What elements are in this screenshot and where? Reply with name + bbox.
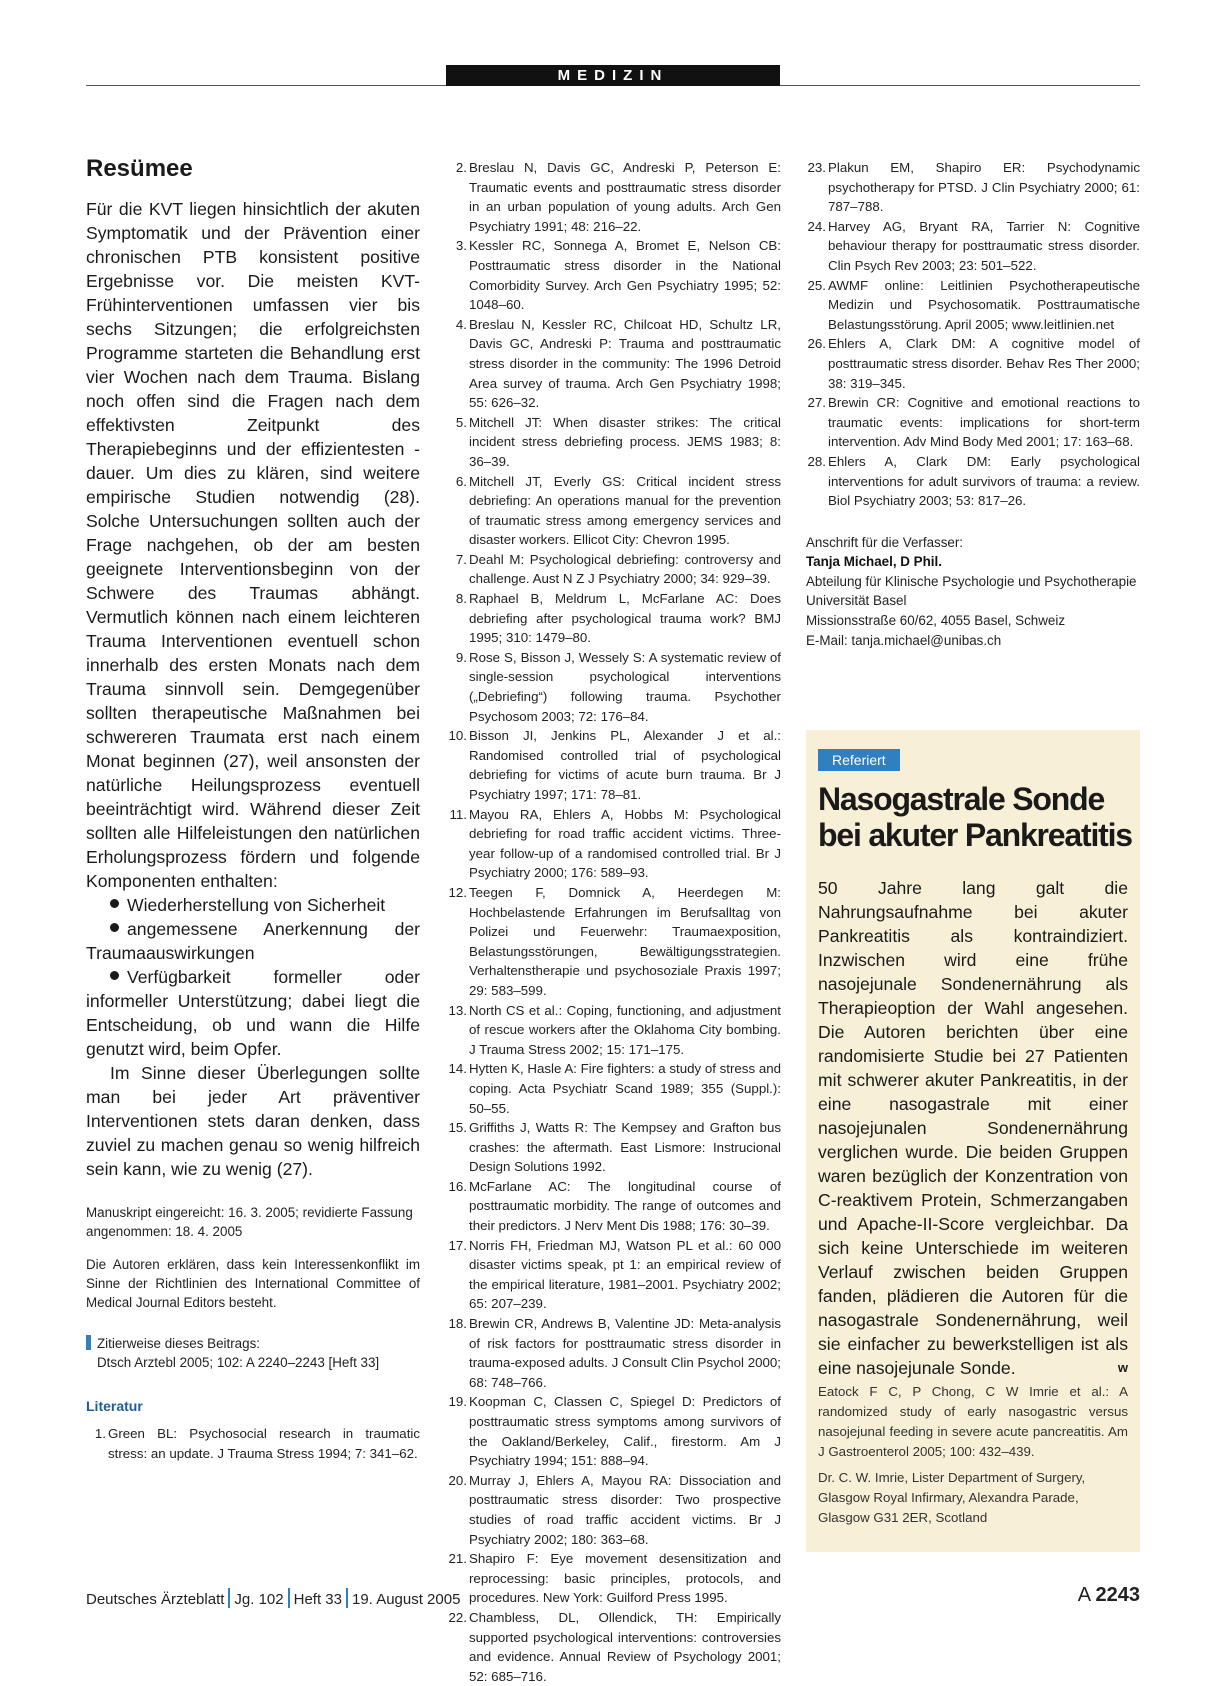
reference-item [86, 1424, 420, 1463]
reference-number: 5. [455, 414, 467, 430]
footer-separator [228, 1588, 230, 1608]
reference-number: 4. [455, 316, 467, 332]
reference-number: 26. [807, 336, 826, 352]
reference-text: McFarlane AC: The longitudinal course of posttraumatic morbidity. The range of outcomes and their predictors. J Nerv Ment Dis 1988; 176: 30–39. [469, 1178, 781, 1234]
address-line: Abteilung für Klinische Psychologie und Psychotherapie [806, 573, 1137, 589]
reference-text: Koopman C, Classen C, Spiegel D: Predictors of posttraumatic stress symptoms among survivors of the Oakland/Berkeley, Calif., firestorm. Am J Psychiatry 1994; 151: 888–94. [469, 1394, 781, 1469]
citation-text: Dtsch Arztebl 2005; 102: A 2240–2243 [Heft 33] [97, 1355, 380, 1370]
author-name: Tanja Michael, D Phil. [806, 554, 942, 570]
reference-number: 11. [449, 806, 467, 822]
reference-item [447, 315, 781, 413]
reference-text: Mayou RA, Ehlers A, Hobbs M: Psychological debriefing for road traffic accident victims. Three-year follow-up of a randomised controlled trial. Br J Psychiatry 2000; 176: 589–93. [469, 806, 781, 881]
reference-text: Mitchell JT, Everly GS: Critical incident stress debriefing: An operations manual for the prevention of traumatic stress among emergency services and disaster workers. Ellicot City: Chevron 1995. [469, 473, 781, 548]
reference-item [447, 589, 781, 648]
reference-text: Mitchell JT: When disaster strikes: The critical incident stress debriefing process. JEMS 1983; 8: 36–39. [469, 414, 781, 469]
reference-text: Plakun EM, Shapiro ER: Psychodynamic psychotherapy for PTSD. J Clin Psychiatry 2000; 61: 787–788. [828, 160, 1140, 215]
referiert-tag: Referiert [818, 749, 900, 771]
reference-number: 6. [455, 473, 467, 489]
reference-number: 23. [807, 160, 826, 175]
reference-item [447, 1236, 781, 1314]
reference-number: 15. [448, 1120, 467, 1136]
reference-text: Green BL: Psychosocial research in traumatic stress: an update. J Trauma Stress 1994; 7: 341–62. [108, 1426, 420, 1461]
citation-box [86, 1334, 420, 1372]
page-number-value: 2243 [1095, 1584, 1140, 1606]
author-address [806, 533, 1140, 651]
reference-number: 3. [455, 238, 467, 254]
reference-text: Harvey AG, Bryant RA, Tarrier N: Cognitive behaviour therapy for posttraumatic stress disorder. Clin Psych Rev 2003; 23: 501–522. [828, 218, 1140, 273]
reference-number: 18. [448, 1316, 467, 1332]
column-1 [86, 155, 420, 1463]
reference-text: Deahl M: Psychological debriefing: controversy and challenge. Aust N Z J Psychiatry 2000; 34: 929–39. [469, 551, 781, 587]
conflict-note: Die Autoren erklären, dass kein Interessenkonflikt im Sinne der Richtlinien des International Committee of Medical Journal Editors besteht. [86, 1257, 420, 1310]
reference-item [806, 334, 1140, 393]
column-3 [806, 158, 1140, 650]
author-email[interactable]: E-Mail: tanja.michael@unibas.ch [806, 632, 1002, 648]
reference-number: 17. [448, 1237, 467, 1253]
reference-text: North CS et al.: Coping, functioning, and adjustment of rescue workers after the Oklahoma City bombing. J Trauma Stress 2002; 15: 171–175. [469, 1002, 781, 1057]
journal-date: 19. August 2005 [352, 1591, 461, 1608]
reference-text: AWMF online: Leitlinien Psychotherapeutische Medizin und Psychosomatik. Posttraumatische Belastungsstörung. April 2005; www.leitlinien.net [828, 277, 1140, 332]
reference-text: Chambless, DL, Ollendick, TH: Empirically supported psychological interventions: controversies and evidence. Annual Review of Psychology 2001; 52: 685–716. [469, 1609, 781, 1684]
address-line: Universität Basel [806, 593, 907, 609]
reference-text: Raphael B, Meldrum L, McFarlane AC: Does debriefing after psychological trauma work? BMJ 1995; 310: 1479–80. [469, 591, 781, 646]
reference-number: 14. [448, 1061, 467, 1077]
column-2-references [447, 158, 781, 1686]
reference-text: Ehlers A, Clark DM: Early psychological interventions for adult survivors of trauma: a review. Biol Psychiatry 2003; 53: 817–26. [828, 453, 1140, 509]
journal-issue: Heft 33 [293, 1591, 342, 1608]
literature-heading: Literatur [86, 1398, 143, 1414]
reference-text: Teegen F, Domnick A, Heerdegen M: Hochbelastende Erfahrungen im Berufsalltag von Polizei und Feuerwehr: Traumaexposition, Belastungsstörungen, Bewältigungsstrategien. Verhaltenstherapie und psychosoziale Praxis 1997; 29: 583–599. [469, 884, 781, 998]
reference-text: Breslau N, Davis GC, Andreski P, Peterson E: Traumatic events and posttraumatic stress disorder in an urban population of young adults. Arch Gen Psychiatry 1991; 48: 216–22. [469, 160, 781, 234]
reference-number: 28. [807, 453, 826, 469]
reference-item [447, 1001, 781, 1060]
reference-text: Brewin CR: Cognitive and emotional reactions to traumatic events: implications for short-term intervention. Adv Mind Body Med 2001; 17: 163–68. [828, 395, 1140, 450]
box-signature: w [1117, 1360, 1128, 1375]
page-prefix: A [1077, 1584, 1090, 1606]
reference-number: 12. [448, 884, 467, 900]
reference-item [447, 1177, 781, 1236]
reference-item [447, 158, 781, 236]
reference-text: Brewin CR, Andrews B, Valentine JD: Meta-analysis of risk factors for posttraumatic stress disorder in trauma-exposed adults. J Consult Clin Psychol 2000; 68: 748–766. [469, 1316, 781, 1390]
bullet-item [86, 965, 420, 1061]
reference-item [447, 1118, 781, 1177]
reference-item [806, 158, 1140, 217]
citation-marker-icon [86, 1335, 91, 1350]
reference-number: 13. [448, 1002, 467, 1018]
footer-separator [346, 1588, 348, 1608]
reference-item [806, 276, 1140, 335]
body-paragraph: Für die KVT liegen hinsichtlich der akuten Symptomatik und der Prävention einer chronischen PTB konsistent positive Ergebnisse vor. Die meisten KVT-Frühinterventionen umfassen vier bis sechs Sitzungen; die erfolgreichsten Programme starteten die Behandlung erst vier Wochen nach dem Trauma. Bislang noch offen sind die Fragen nach dem effektivsten Zeitpunkt des Therapiebeginns und der effizientesten -dauer. Um dies zu klären, sind weitere empirische Studien notwendig (28). Solche Untersuchungen sollten auch der Frage nachgehen, ob der am besten geeignete Interventionsbeginn von der Schwere des Traumas abhängt. Vermutlich können nach einem leichteren Trauma Interventionen eventuell schon innerhalb des ersten Monats nach dem Trauma sinnvoll sein. Demgegenüber sollten therapeutische Maßnahmen bei schwereren Traumata erst nach einem Monat beginnen (27), weil ansonsten der natürliche Heilungsprozess eventuell beeinträchtigt wird. Während dieser Zeit sollten alle Hilfeleistungen den natürlichen Erholungsprozess fördern und folgende Komponenten enthalten: [86, 199, 420, 891]
bullet-item [86, 917, 420, 965]
reference-item [447, 648, 781, 726]
reference-item [806, 217, 1140, 276]
reference-item [447, 805, 781, 883]
reference-item [447, 1314, 781, 1392]
reference-item [447, 472, 781, 550]
section-header: MEDIZIN [446, 65, 780, 86]
reference-item [447, 1059, 781, 1118]
reference-number: 22. [448, 1609, 467, 1625]
bullet-text: angemessene Anerkennung der Traumaauswirkungen [86, 919, 420, 963]
address-label: Anschrift für die Verfasser: [806, 534, 964, 550]
address-line: Missionsstraße 60/62, 4055 Basel, Schweiz [806, 613, 1066, 629]
reference-text: Bisson JI, Jenkins PL, Alexander J et al.: Randomised controlled trial of psychological debriefing for victims of acute burn trauma. Br J Psychiatry 1997; 171: 78–81. [469, 728, 781, 802]
reference-text: Rose S, Bisson J, Wessely S: A systematic review of single-session psychological interventions („Debriefing“) following trauma. Psychother Psychosom 2003; 72: 176–84. [469, 649, 781, 724]
box-text [818, 876, 1128, 1380]
reference-number: 9. [455, 649, 467, 665]
reference-text: Murray J, Ehlers A, Mayou RA: Dissociation and posttraumatic stress disorder: Two prospective studies of road traffic accident victims. Br J Psychiatry 2002; 180: 363–68. [469, 1472, 781, 1547]
references-list [806, 158, 1140, 511]
body-paragraph: Im Sinne dieser Überlegungen sollte man bei jeder Art präventiver Interventionen stets daran denken, dass zuviel zu machen genau so wenig hilfreich sein kann, wie zu wenig (27). [86, 1063, 420, 1179]
reference-number: 27. [807, 395, 826, 411]
reference-item [447, 1608, 781, 1686]
reference-item [806, 393, 1140, 452]
reference-text: Norris FH, Friedman MJ, Watson PL et al.: 60 000 disaster victims speak, pt 1: an empirical review of the empirical literature, 1981–2001. Psychiatry 2002; 65: 207–239. [469, 1237, 781, 1312]
reference-number: 24. [807, 218, 826, 234]
citation-label-text: Zitierweise dieses Beitrags: [97, 1336, 260, 1351]
citation-label [86, 1334, 420, 1353]
reference-item [447, 413, 781, 472]
reference-text: Ehlers A, Clark DM: A cognitive model of posttraumatic stress disorder. Behav Res Ther 2000; 38: 319–345. [828, 336, 1140, 391]
reference-text: Kessler RC, Sonnega A, Bromet E, Nelson CB: Posttraumatic stress disorder in the National Comorbidity Survey. Arch Gen Psychiatry 1995; 52: 1048–60. [469, 238, 781, 313]
bullet-text: Wiederherstellung von Sicherheit [127, 895, 386, 915]
reference-item [447, 550, 781, 589]
reference-text: Hytten K, Hasle A: Fire fighters: a study of stress and coping. Acta Psychiatr Scand 1989; 355 (Suppl.): 50–55. [469, 1061, 781, 1116]
reference-item [447, 726, 781, 804]
reference-number: 8. [455, 591, 467, 607]
reference-number: 19. [448, 1394, 467, 1410]
box-text-body: 50 Jahre lang galt die Nahrungsaufnahme bei akuter Pankreatitis als kontraindiziert. Inzwischen wird eine frühe nasojejunale Sondenernährung als Therapieoption der Wahl angesehen. Die Autoren berichten über eine randomisierte Studie bei 27 Patienten mit schwerer akuter Pankreatitis, in der eine nasogastrale mit einer nasojejunalen Sondenernährung verglichen wurde. Die beiden Gruppen waren bezüglich der Konzentration von C-reaktivem Protein, Schmerzangaben und Apache-II-Score vergleichbar. Da sich keine Unterschiede im weiteren Verlauf zwischen beiden Gruppen fanden, plädieren die Autoren für die nasogastrale Sondenernährung, weil sie einfacher zu bewerkstelligen ist als eine nasojejunale Sonde. [818, 878, 1128, 1378]
reference-number: 20. [448, 1472, 467, 1488]
reference-number: 2. [455, 160, 467, 175]
reference-item [447, 883, 781, 1001]
box-affiliation: Dr. C. W. Imrie, Lister Department of Surgery, Glasgow Royal Infirmary, Alexandra Parade, Glasgow G31 2ER, Scotland [818, 1470, 1086, 1525]
reference-number: 21. [448, 1551, 467, 1567]
manuscript-note: Manuskript eingereicht: 16. 3. 2005; revidierte Fassung angenommen: 18. 4. 2005 [86, 1205, 413, 1239]
bullet-icon [110, 923, 119, 932]
page-number [1078, 1584, 1140, 1607]
reference-number: 1. [94, 1426, 106, 1441]
footer-separator [288, 1588, 290, 1608]
journal-volume: Jg. 102 [234, 1591, 284, 1608]
reference-number: 16. [448, 1178, 467, 1194]
bullet-icon [110, 971, 119, 980]
bullet-icon [110, 899, 119, 908]
reference-number: 7. [455, 551, 467, 567]
box-source: Eatock F C, P Chong, C W Imrie et al.: A randomized study of early nasogastric versus nasojejunal feeding in severe acute pancreatitis. Am J Gastroenterol 2005; 100: 432–439. [818, 1384, 1128, 1459]
bullet-text: Verfügbarkeit formeller oder informeller Unterstützung; dabei liegt die Entscheidung, ob und wann die Hilfe genutzt wird, beim Opfer. [86, 967, 420, 1059]
page-footer [86, 1584, 1140, 1608]
reference-text: Griffiths J, Watts R: The Kempsey and Grafton bus crashes: the aftermath. East Lismore: Instrucional Design Solutions 1992. [469, 1120, 781, 1175]
reference-item [447, 236, 781, 314]
referiert-box [806, 730, 1140, 1552]
reference-item [447, 1392, 781, 1470]
reference-text: Shapiro F: Eye movement desensitization and reprocessing: basic principles, protocols, and procedures. New York: Guilford Press 1995. [469, 1551, 781, 1606]
reference-number: 25. [807, 277, 826, 293]
reference-item [806, 452, 1140, 511]
reference-number: 10. [448, 728, 467, 744]
box-title: Nasogastrale Sonde bei akuter Pankreatitis [818, 781, 1132, 853]
section-title: Resümee [86, 155, 193, 182]
journal-name: Deutsches Ärzteblatt [86, 1591, 225, 1608]
bullet-item [86, 893, 420, 917]
reference-item [447, 1471, 781, 1549]
reference-text: Breslau N, Kessler RC, Chilcoat HD, Schultz LR, Davis GC, Andreski P: Trauma and posttraumatic stress disorder in the community: The 1996 Detroid Area survey of trauma. Arch Gen Psychiatry 1998; 55: 626–32. [469, 316, 781, 411]
